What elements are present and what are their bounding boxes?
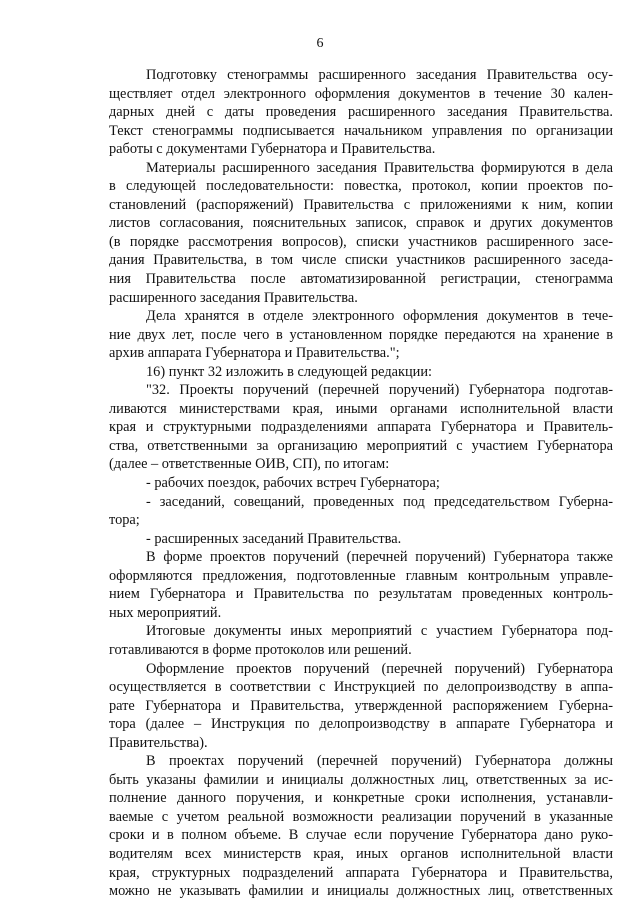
text-line: 16) пункт 32 изложить в следующей редакции:: [146, 363, 433, 380]
page-number: 6: [316, 36, 324, 51]
text-line: готавливаются в форме протоколов или решений.: [109, 641, 412, 658]
text-line: ваемые с учетом реальной возможности реализации поручений в указанные: [109, 808, 613, 825]
text-line: сроки и в полном объеме. В случае если поручение Губернатора дано руко-: [109, 827, 613, 844]
text-line: ние двух лет, после чего в установленном порядке передаются на хранение в: [109, 326, 613, 343]
text-line: - рабочих поездок, рабочих встреч Губернатора;: [146, 475, 440, 492]
text-line: Итоговые документы иных мероприятий с участием Губернатора под-: [146, 623, 613, 640]
document-body: [109, 66, 613, 901]
text-line: В проектах поручений (перечней поручений) Губернатора должны: [146, 753, 613, 770]
text-line: тора;: [109, 512, 140, 529]
text-line: рате Губернатора и Правительства, утвержденной распоряжением Губерна-: [109, 697, 613, 714]
text-line: "32. Проекты поручений (перечней поручений) Губернатора подготав-: [146, 382, 613, 399]
text-line: Материалы расширенного заседания Правительства формируются в дела: [146, 159, 613, 176]
text-line: оформляются предложения, подготовленные главным контрольным управле-: [109, 567, 613, 584]
text-line: (в порядке рассмотрения вопросов), списки участников расширенного засе-: [109, 233, 613, 250]
text-line: осуществляется в соответствии с Инструкцией по делопроизводству в аппа-: [109, 679, 613, 696]
text-line: Текст стенограммы подписывается начальником управления по организации: [109, 122, 613, 139]
text-line: ства, ответственными за организацию мероприятий с участием Губернатора: [109, 437, 613, 454]
text-line: нием Губернатора и Правительства по результатам проведенных контроль-: [109, 586, 613, 603]
text-line: тора (далее – Инструкция по делопроизводству в аппарате Губернатора и: [109, 716, 613, 733]
text-line: работы с документами Губернатора и Правительства.: [109, 141, 436, 158]
text-line: становлений (распоряжений) Правительства с приложениями к ним, копии: [109, 196, 613, 213]
text-line: расширенного заседания Правительства.: [109, 289, 358, 306]
text-line: листов согласования, пояснительных записок, справок и других документов: [109, 215, 613, 232]
text-line: дания Правительства, в том числе списки участников расширенного заседа-: [109, 252, 613, 269]
text-line: Оформление проектов поручений (перечней поручений) Губернатора: [146, 660, 613, 677]
text-line: дарных дней с даты проведения расширенного заседания Правительства.: [109, 104, 613, 121]
text-line: в следующей последовательности: повестка, протокол, копии проектов по-: [109, 178, 613, 195]
text-line: Дела хранятся в отделе электронного оформления документов в тече-: [146, 308, 613, 325]
text-line: архив аппарата Губернатора и Правительства.";: [109, 345, 400, 362]
text-line: водителям всех министерств края, иных органов исполнительной власти: [109, 845, 613, 862]
text-line: ществляет отдел электронного оформления документов в течение 30 кален-: [109, 85, 613, 102]
text-line: быть указаны фамилии и инициалы должностных лиц, ответственных за ис-: [109, 771, 613, 788]
text-line: Правительства).: [109, 734, 208, 751]
text-line: края и структурными подразделениями аппарата Губернатора и Правитель-: [109, 419, 613, 436]
text-line: (далее – ответственные ОИВ, СП), по итогам:: [109, 456, 390, 473]
text-line: - расширенных заседаний Правительства.: [146, 530, 402, 547]
text-line: края, структурных подразделений аппарата Губернатора и Правительства,: [109, 864, 613, 881]
text-line: Подготовку стенограммы расширенного заседания Правительства осу-: [146, 67, 613, 83]
text-line: - заседаний, совещаний, проведенных под председательством Губерна-: [146, 493, 613, 510]
text-line: В форме проектов поручений (перечней поручений) Губернатора также: [146, 549, 613, 566]
text-line: можно не указывать фамилии и инициалы должностных лиц, ответственных: [109, 883, 613, 900]
text-line: ных мероприятий.: [109, 604, 222, 621]
text-line: ливаются министерствами края, иными органами исполнительной власти: [109, 400, 613, 417]
text-line: ния Правительства после автоматизированной регистрации, стенограмма: [109, 271, 613, 288]
text-line: полнение данного поручения, и конкретные сроки исполнения, устанавли-: [109, 790, 613, 807]
